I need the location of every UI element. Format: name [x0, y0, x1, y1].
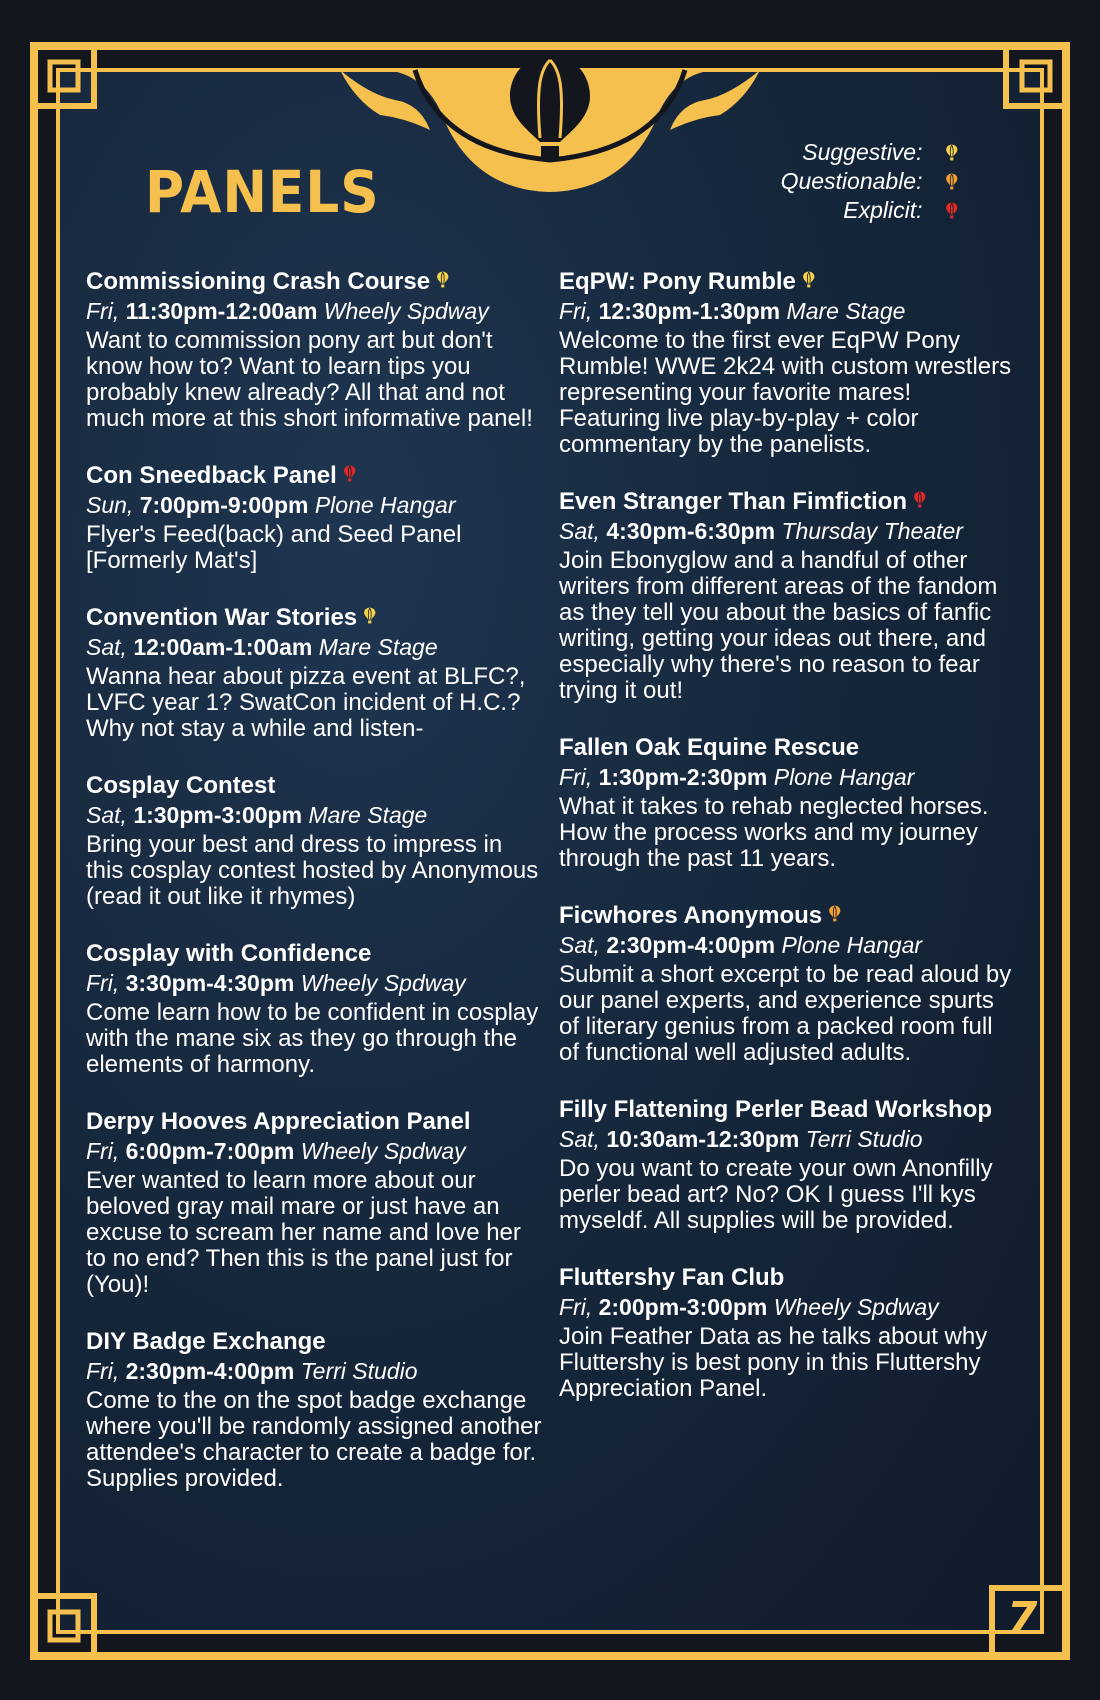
rating-balloon-icon — [802, 268, 816, 296]
panel-day: Sat, — [559, 932, 600, 958]
panel-schedule — [86, 800, 546, 830]
panel-title-row — [86, 268, 546, 296]
panel-title: Cosplay with Confidence — [86, 940, 372, 967]
panel-schedule — [86, 632, 546, 662]
page-title: PANELS — [145, 158, 380, 226]
panel-entry — [559, 902, 1019, 1066]
panel-title: DIY Badge Exchange — [86, 1328, 326, 1355]
panel-room: Mare Stage — [318, 634, 438, 660]
panel-hours: 7:00pm-9:00pm — [139, 492, 309, 518]
page-number: 7 — [1006, 1593, 1038, 1644]
left-column — [86, 268, 546, 1522]
panel-title: Fluttershy Fan Club — [559, 1264, 785, 1291]
panel-title-row — [559, 902, 1019, 930]
panel-title: Cosplay Contest — [86, 772, 276, 799]
panel-description: Come learn how to be confident in cosplay with the mane six as they go through the elements of harmony. — [86, 999, 539, 1078]
panel-schedule — [86, 296, 546, 326]
legend-label: Questionable: — [780, 168, 923, 194]
panel-hours: 3:30pm-4:30pm — [125, 970, 295, 996]
panel-hours: 10:30am-12:30pm — [606, 1126, 800, 1152]
panel-hours: 2:00pm-3:00pm — [598, 1294, 768, 1320]
panel-title: Con Sneedback Panel — [86, 462, 337, 489]
rating-balloon-icon — [828, 902, 842, 930]
panel-entry — [559, 268, 1019, 458]
panel-room: Plone Hangar — [314, 492, 456, 518]
rating-balloon-icon — [913, 488, 927, 516]
legend-row-explicit — [781, 196, 958, 225]
panel-title-row — [559, 734, 1019, 762]
panel-title-row — [86, 462, 546, 490]
legend-row-questionable — [781, 167, 958, 196]
panel-title-row — [86, 1328, 546, 1356]
panel-day: Fri, — [86, 1138, 120, 1164]
panel-title-row — [559, 488, 1019, 516]
panel-day: Fri, — [559, 764, 593, 790]
panel-room: Plone Hangar — [781, 932, 923, 958]
panel-entry — [559, 1264, 1019, 1402]
panel-description: Submit a short excerpt to be read aloud by our panel experts, and experience spurts of literary genius from a packed room full of functional well adjusted adults. — [559, 961, 1012, 1066]
panel-hours: 1:30pm-3:00pm — [133, 802, 303, 828]
panel-title: Fallen Oak Equine Rescue — [559, 734, 860, 761]
panel-day: Sat, — [559, 518, 600, 544]
panel-schedule — [559, 1124, 1019, 1154]
panel-entry — [86, 462, 546, 574]
panel-entry — [86, 1108, 546, 1298]
panel-hours: 1:30pm-2:30pm — [598, 764, 768, 790]
balloon-icon — [945, 144, 959, 162]
top-medallion — [340, 56, 760, 192]
panel-entry — [86, 1328, 546, 1492]
panel-entry — [559, 734, 1019, 872]
panel-title-row — [86, 940, 546, 968]
panel-room: Wheely Spdway — [300, 1138, 466, 1164]
panel-description: Wanna hear about pizza event at BLFC?, LVFC year 1? SwatCon incident of H.C.? Why not stay a while and listen- — [86, 663, 526, 742]
panel-title: Ficwhores Anonymous — [559, 902, 823, 929]
panel-description: Do you want to create your own Anonfilly perler bead art? No? OK I guess I'll kys myseldf. All supplies will be provided. — [559, 1155, 993, 1234]
legend-label: Explicit: — [843, 197, 923, 223]
rating-legend — [781, 138, 958, 225]
panel-hours: 2:30pm-4:00pm — [606, 932, 776, 958]
panel-day: Sun, — [86, 492, 134, 518]
panel-description: Flyer's Feed(back) and Seed Panel [Formerly Mat's] — [86, 521, 462, 574]
panel-title-row — [559, 1264, 1019, 1292]
panel-entry — [86, 268, 546, 432]
panel-schedule — [86, 490, 546, 520]
panel-title-row — [86, 604, 546, 632]
panel-title: EqPW: Pony Rumble — [559, 268, 796, 295]
panel-title-row — [86, 1108, 546, 1136]
panel-room: Mare Stage — [308, 802, 428, 828]
panel-day: Sat, — [86, 634, 127, 660]
panel-day: Fri, — [559, 298, 593, 324]
panel-hours: 2:30pm-4:00pm — [125, 1358, 295, 1384]
panel-description: Ever wanted to learn more about our beloved gray mail mare or just have an excuse to scream her name and love her to no end? Then this is the panel just for (You)! — [86, 1167, 521, 1298]
legend-row-suggestive — [781, 138, 958, 167]
panel-room: Wheely Spdway — [323, 298, 489, 324]
panel-hours: 12:30pm-1:30pm — [598, 298, 781, 324]
panel-description: What it takes to rehab neglected horses. How the process works and my journey through the past 11 years. — [559, 793, 989, 872]
panel-day: Fri, — [86, 298, 120, 324]
panel-description: Join Ebonyglow and a handful of other writers from different areas of the fandom as they tell you about the basics of fanfic writing, getting your ideas out there, and especially why there's no reason to fear trying it out! — [559, 547, 998, 704]
panel-description: Join Feather Data as he talks about why Fluttershy is best pony in this Fluttershy Appreciation Panel. — [559, 1323, 988, 1402]
rating-balloon-icon — [363, 604, 377, 632]
panel-title-row — [86, 772, 546, 800]
panel-schedule — [86, 968, 546, 998]
panel-title: Derpy Hooves Appreciation Panel — [86, 1108, 471, 1135]
panel-schedule — [559, 1292, 1019, 1322]
panel-room: Terri Studio — [805, 1126, 923, 1152]
panel-schedule — [559, 516, 1019, 546]
panel-schedule — [559, 930, 1019, 960]
panel-schedule — [559, 762, 1019, 792]
panel-description: Welcome to the first ever EqPW Pony Rumble! WWE 2k24 with custom wrestlers representing your favorite mares! Featuring live play-by-play + color commentary by the panelists. — [559, 327, 1012, 458]
panel-hours: 11:30pm-12:00am — [125, 298, 318, 324]
balloon-icon — [945, 202, 959, 220]
legend-label: Suggestive: — [802, 139, 923, 165]
panel-room: Wheely Spdway — [300, 970, 466, 996]
panel-entry — [559, 488, 1019, 704]
panel-description: Come to the on the spot badge exchange where you'll be randomly assigned another attendee's character to create a badge for. Supplies provided. — [86, 1387, 542, 1492]
panel-hours: 6:00pm-7:00pm — [125, 1138, 295, 1164]
panel-entry — [86, 940, 546, 1078]
panel-title: Convention War Stories — [86, 604, 358, 631]
panel-title: Even Stranger Than Fimfiction — [559, 488, 908, 515]
panel-room: Wheely Spdway — [773, 1294, 939, 1320]
right-column — [559, 268, 1019, 1432]
panel-title-row — [559, 268, 1019, 296]
panel-description: Bring your best and dress to impress in this cosplay contest hosted by Anonymous (read it out like it rhymes) — [86, 831, 539, 910]
panel-hours: 4:30pm-6:30pm — [606, 518, 776, 544]
panel-room: Plone Hangar — [773, 764, 915, 790]
panel-schedule — [86, 1356, 546, 1386]
rating-balloon-icon — [343, 462, 357, 490]
panel-room: Terri Studio — [300, 1358, 418, 1384]
panel-title: Filly Flattening Perler Bead Workshop — [559, 1096, 992, 1123]
panel-day: Sat, — [86, 802, 127, 828]
panel-entry — [86, 772, 546, 910]
panel-day: Sat, — [559, 1126, 600, 1152]
panel-schedule — [559, 296, 1019, 326]
panel-entry — [559, 1096, 1019, 1234]
panel-room: Thursday Theater — [781, 518, 963, 544]
balloon-icon — [945, 173, 959, 191]
panel-title-row — [559, 1096, 1019, 1124]
panel-day: Fri, — [86, 1358, 120, 1384]
panel-schedule — [86, 1136, 546, 1166]
rating-balloon-icon — [436, 268, 450, 296]
panel-room: Mare Stage — [786, 298, 906, 324]
panel-hours: 12:00am-1:00am — [133, 634, 313, 660]
panel-description: Want to commission pony art but don't know how to? Want to learn tips you probably knew already? All that and not much more at this short informative panel! — [86, 327, 533, 432]
panel-entry — [86, 604, 546, 742]
panel-title: Commissioning Crash Course — [86, 268, 431, 295]
panel-day: Fri, — [559, 1294, 593, 1320]
panel-day: Fri, — [86, 970, 120, 996]
